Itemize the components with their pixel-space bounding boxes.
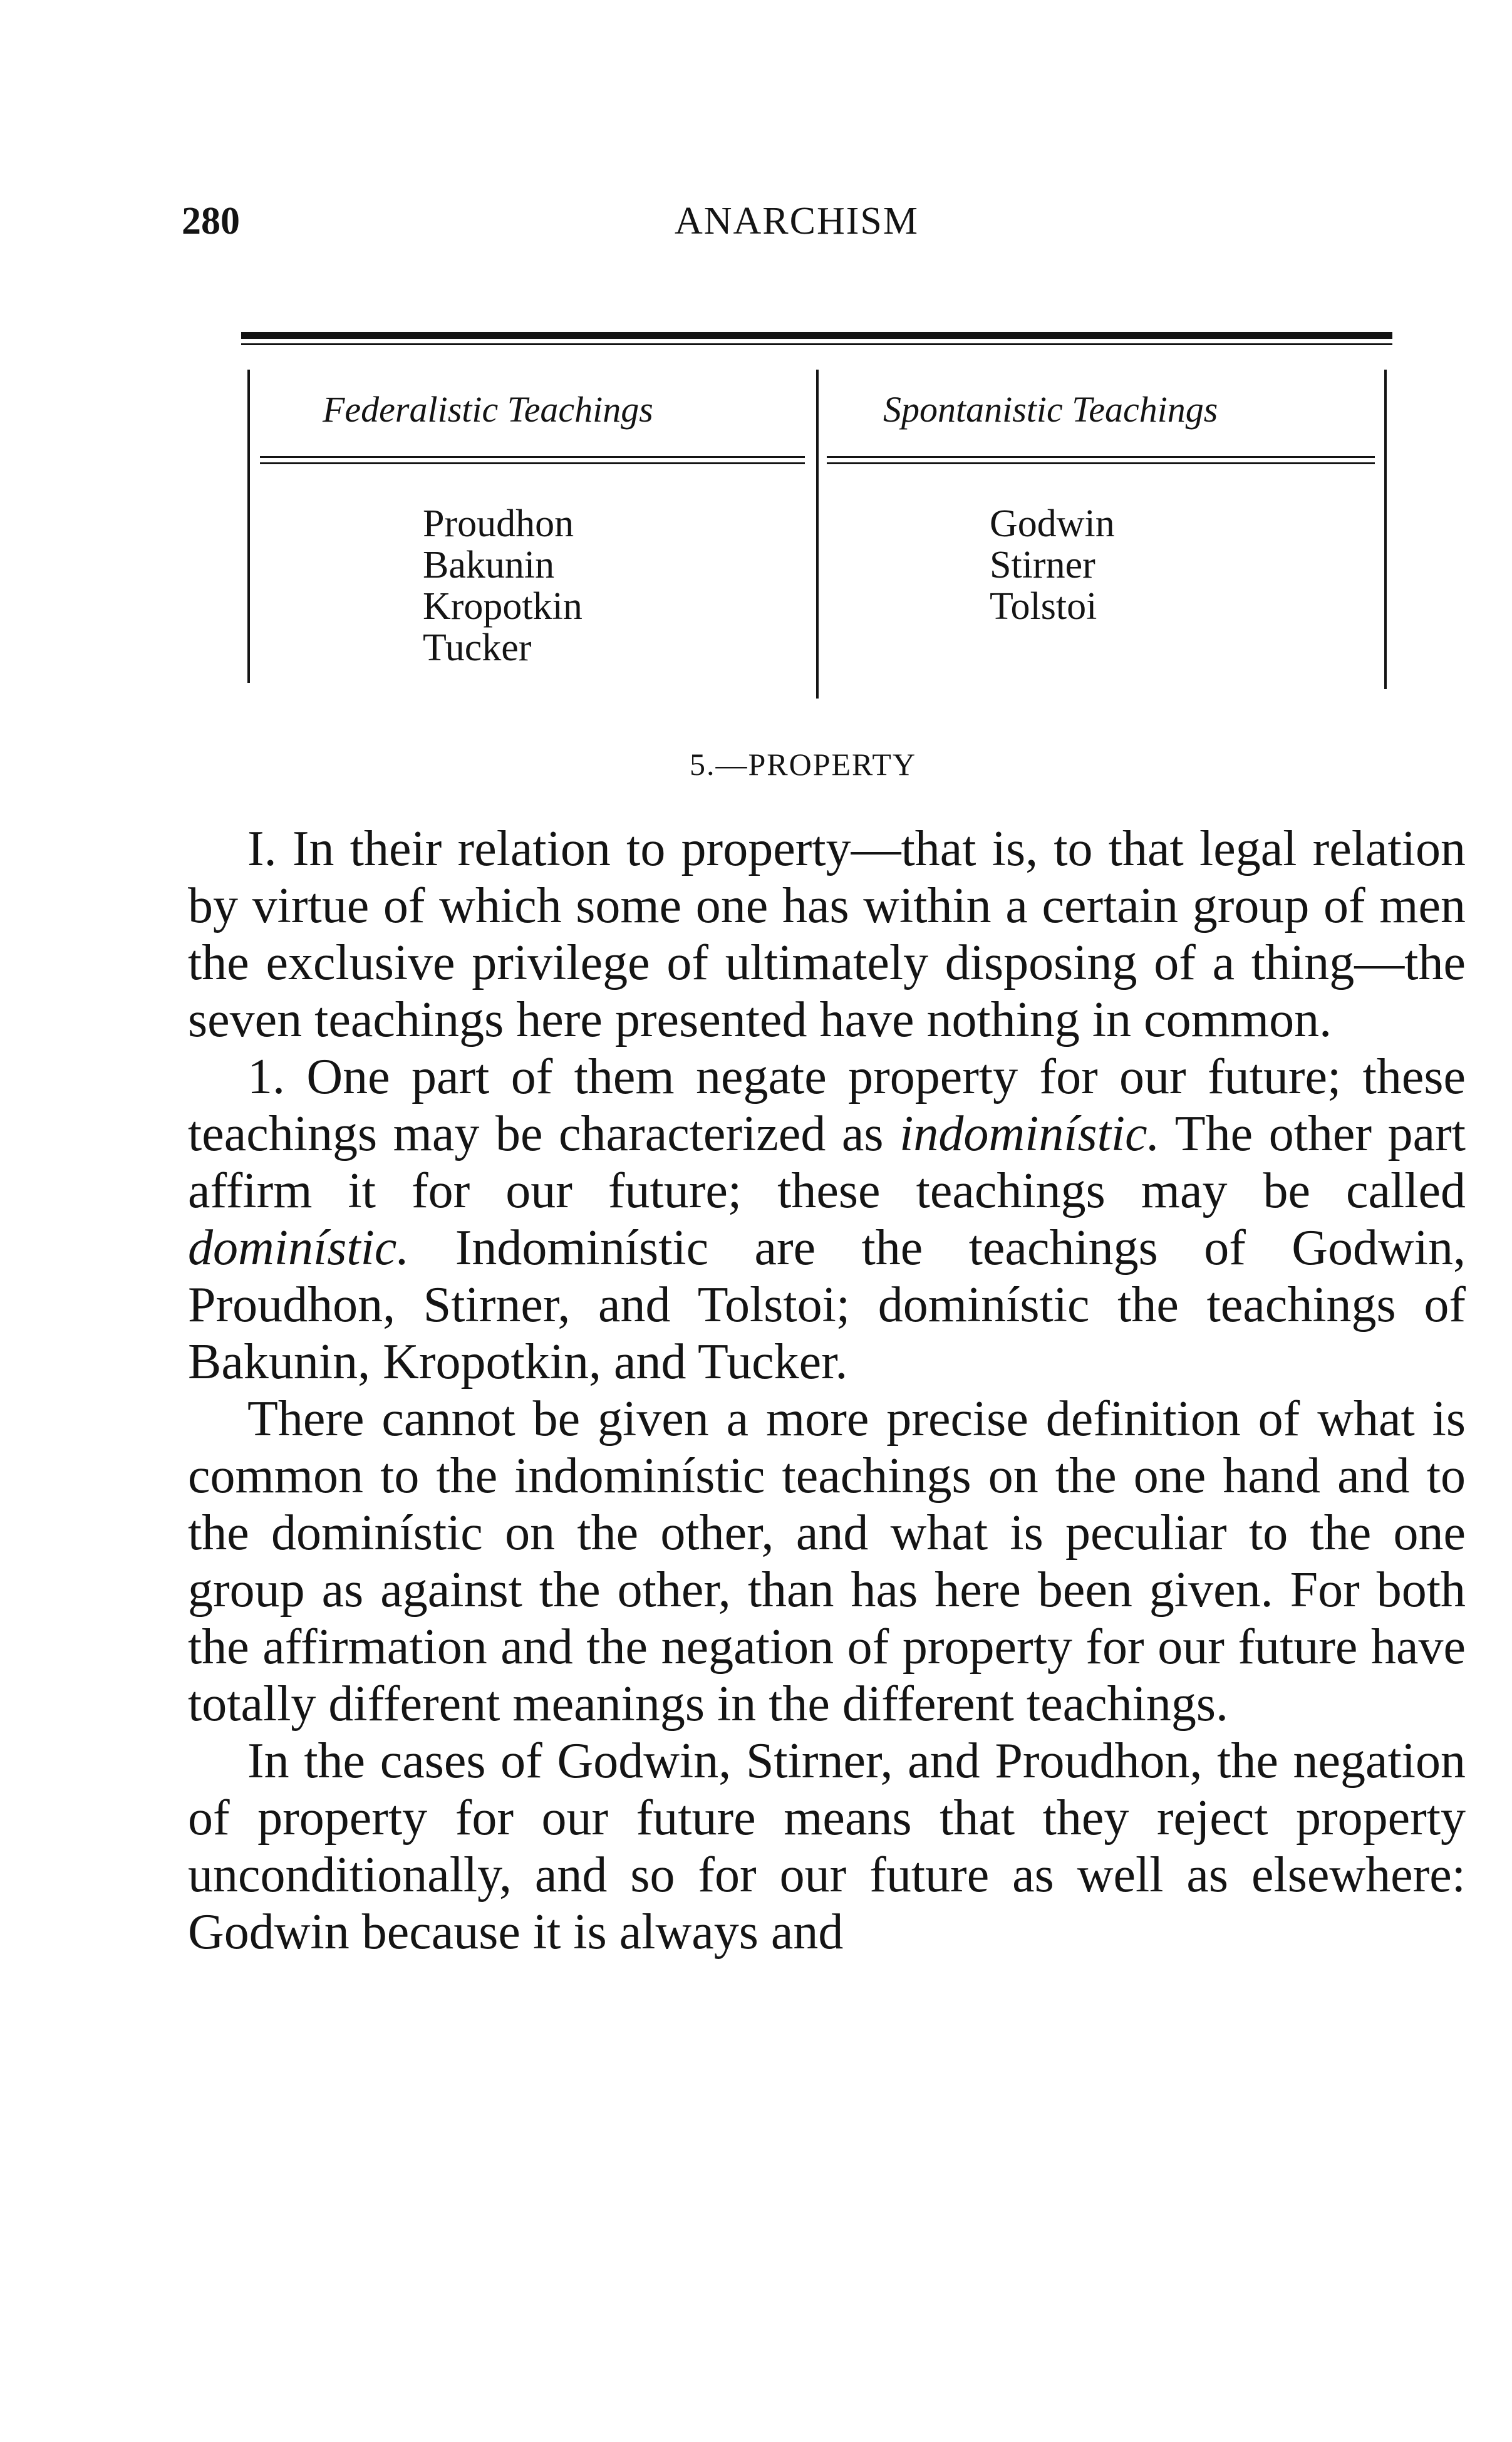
list-item: Tolstoi (990, 585, 1097, 628)
table-top-rule-thick (241, 332, 1392, 339)
header-rule-right-2 (827, 462, 1375, 464)
teachings-table (241, 332, 1392, 677)
term-indoministic: indominístic. (899, 1106, 1160, 1161)
federalistic-names-list (423, 503, 583, 668)
list-item: Bakunin (423, 544, 555, 586)
section-title (0, 749, 1512, 780)
paragraph-3: There cannot be given a more precise definition of what is common to the indominístic teachings on the one hand and to the dominístic on the other, and what is peculiar to the one group as against the other, than has here been given. For both the affirmation and the negation of property for our future have totally different meanings in the different teachings. (188, 1391, 1466, 1732)
header-rule-left-2 (260, 462, 805, 464)
paragraph-2-part-a: 1. One part of them negate property for our future; these teachings may be characterized as (188, 1049, 1466, 1161)
running-head (0, 202, 1512, 241)
header-rule-left-1 (260, 456, 805, 458)
page-number: 280 (182, 200, 240, 242)
list-item: Godwin (990, 502, 1115, 545)
table-right-rule (1384, 370, 1387, 689)
header-rule-right-1 (827, 456, 1375, 458)
paragraph-4: In the cases of Godwin, Stirner, and Proudhon, the negation of property for our future means that they reject property unconditionally, and so for our future as well as elsewhere: Godwin because it is always and (188, 1733, 1466, 1960)
list-item: Kropotkin (423, 585, 583, 628)
paragraph-2-part-b: The other part affirm it for our future; these teachings may be called (188, 1106, 1466, 1218)
column-heading-federalistic: Federalistic Teachings (323, 389, 653, 430)
list-item: Proudhon (423, 502, 574, 545)
table-top-rule-thin (241, 343, 1392, 345)
body-text (188, 821, 1466, 1961)
running-head-text: ANARCHISM (674, 200, 919, 242)
paragraph-2-part-c: Indominístic are the teachings of Godwin, Proudhon, Stirner, and Tolstoi; dominístic the teachings of Bakunin, Kropotkin, and Tucker. (188, 1220, 1466, 1390)
paragraph-1: I. In their relation to property—that is, to that legal relation by virtue of which some one has within a certain group of men the exclusive privilege of ultimately disposing of a thing—the seven teachings here presented have nothing in common. (188, 821, 1466, 1047)
column-heading-spontanistic: Spontanistic Teachings (883, 389, 1218, 430)
table-left-rule (247, 370, 250, 683)
table-middle-rule (816, 370, 819, 699)
list-item: Tucker (423, 626, 532, 669)
paragraph-2 (188, 1049, 1466, 1391)
term-doministic: dominístic. (188, 1220, 410, 1276)
section-title-text: 5.—PROPERTY (689, 747, 917, 782)
spontanistic-names-list (990, 503, 1115, 627)
list-item: Stirner (990, 544, 1095, 586)
